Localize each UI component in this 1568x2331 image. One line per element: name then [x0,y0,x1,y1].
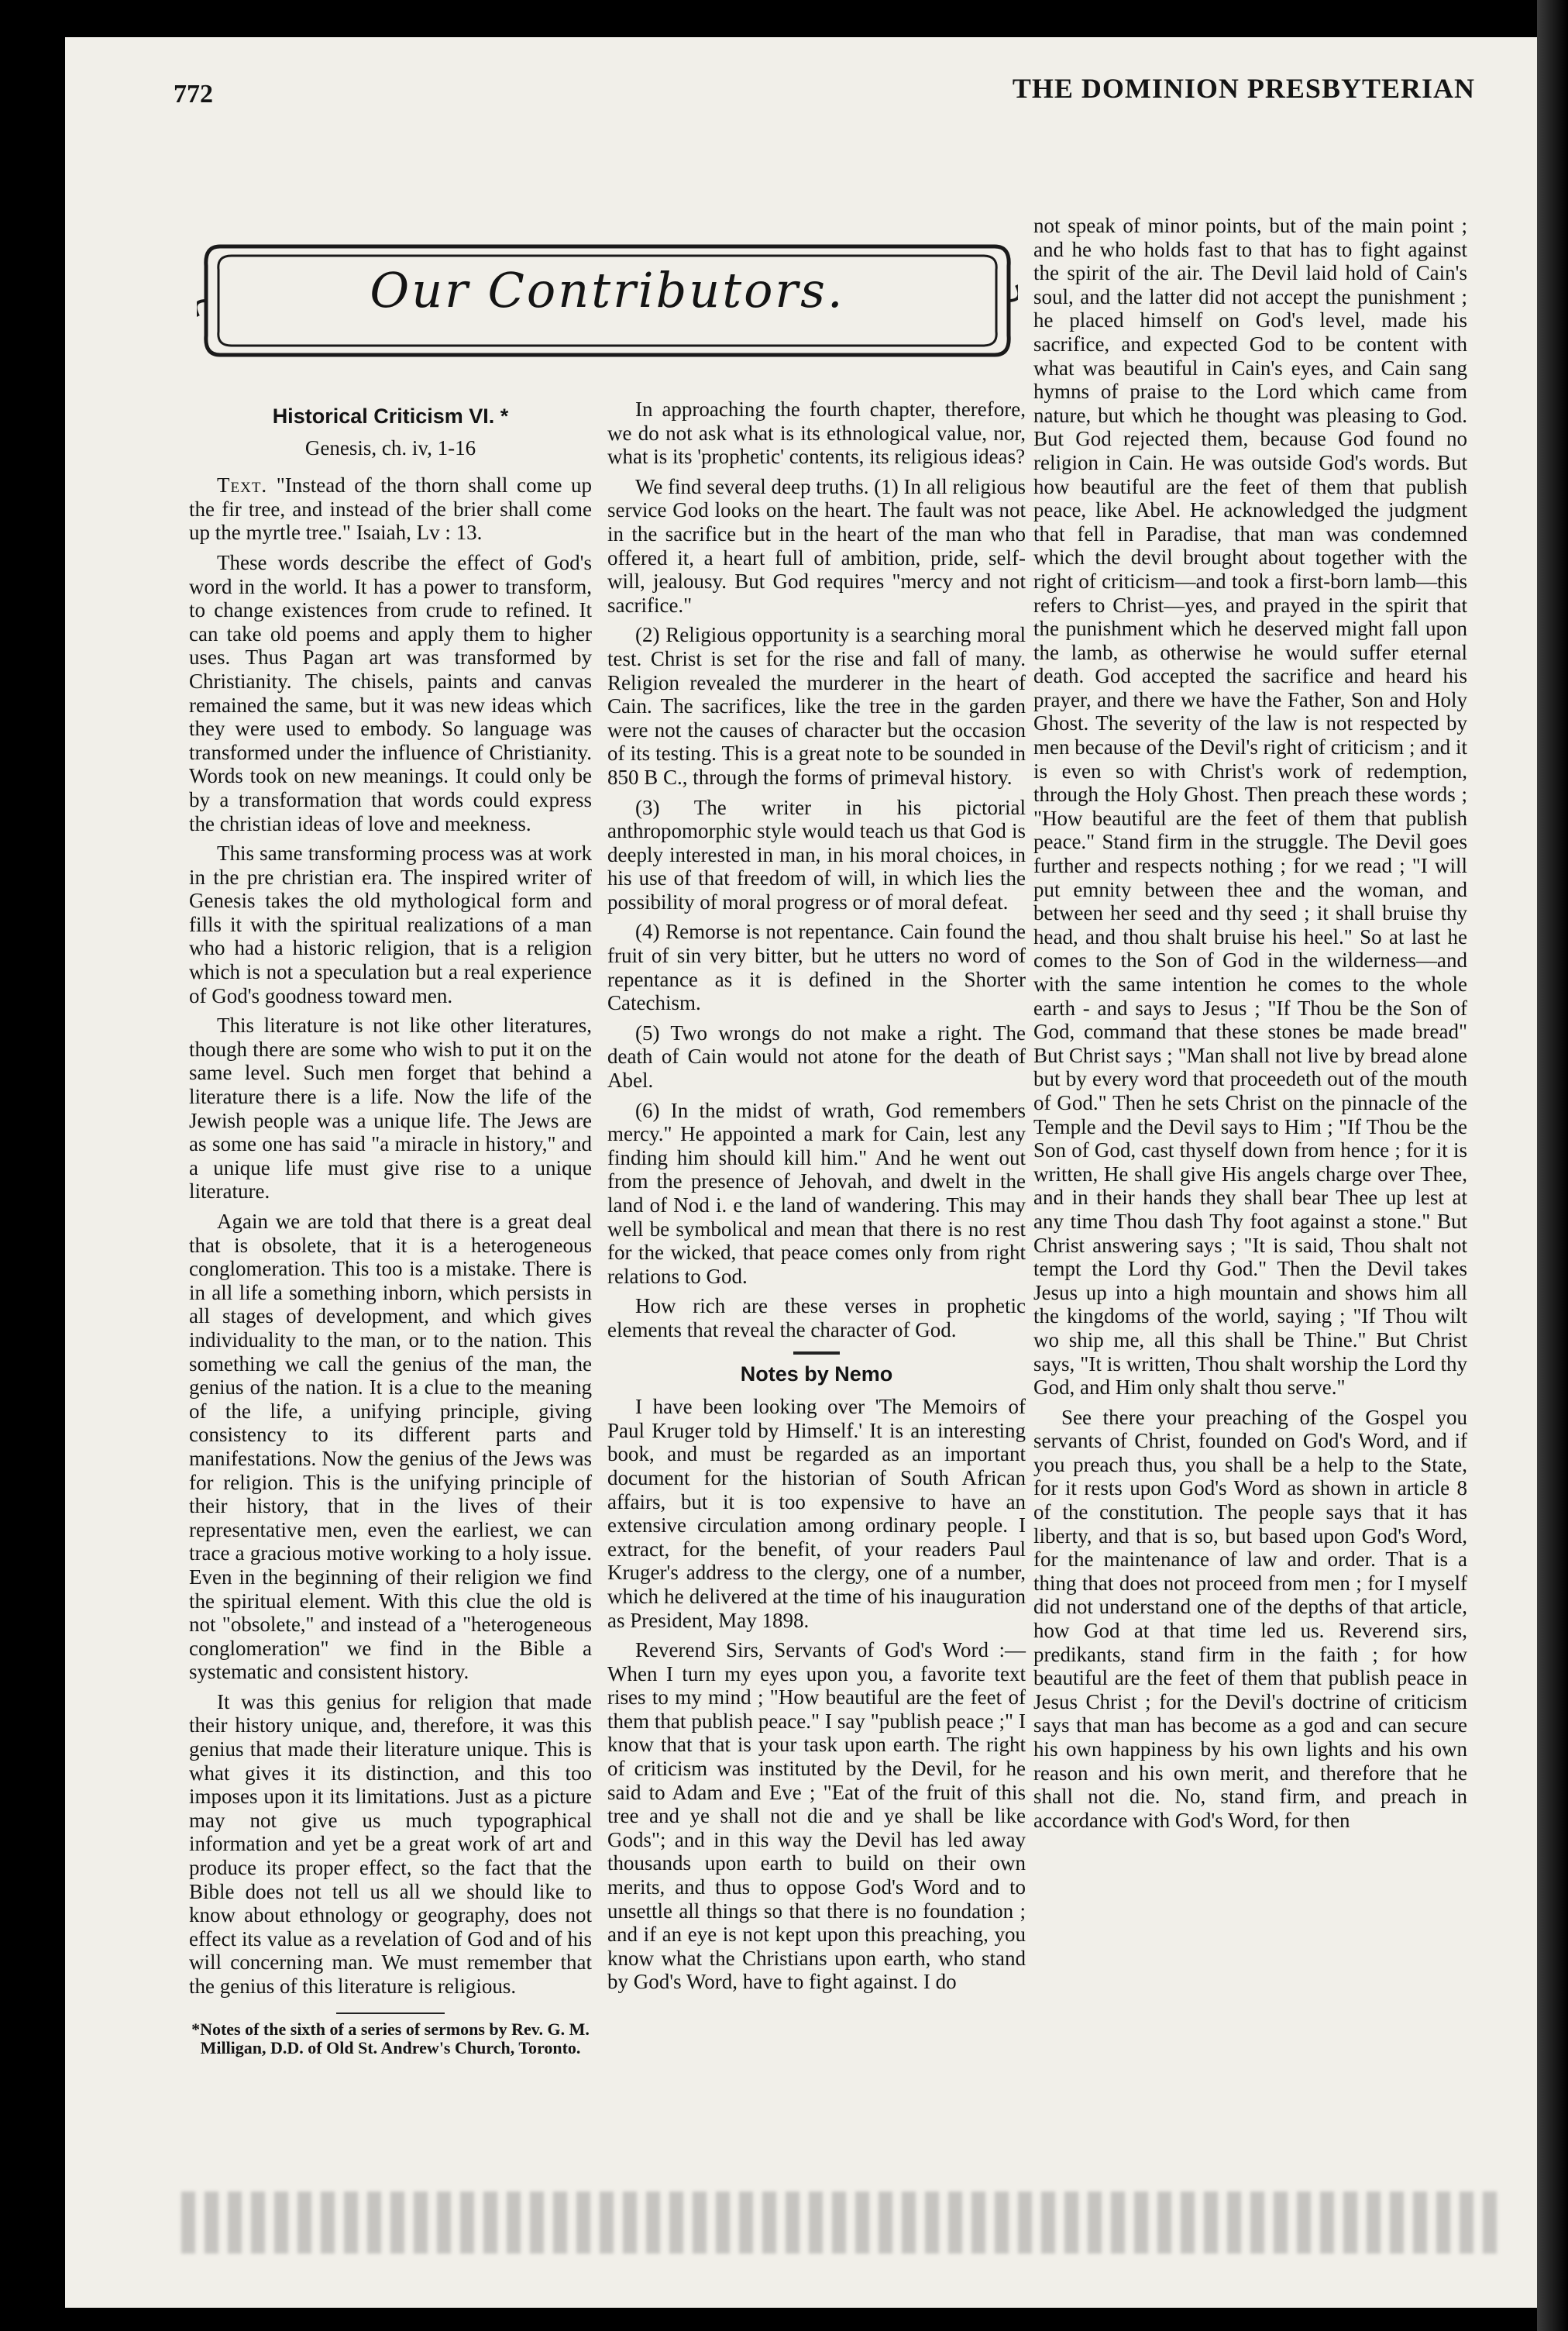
article-paragraph: We find several deep truths. (1) In all religious service God looks on the heart. The fault was not in the sacrifice but in the heart of the man who offered it, a heart full of ambition, pride, self-will, jealousy. But God requires "mercy and not sacrifice." [607,474,1026,617]
banner-title: Our Contributors. [370,262,845,318]
article-paragraph: (4) Remorse is not repentance. Cain found the fruit of sin very bitter, but he utters no word of repentance as it is defined in the Shorter Catechism. [607,920,1026,1015]
notes-title: Notes by Nemo [740,1362,893,1386]
footnote-rule [336,2013,445,2014]
scan-margin-right [1537,0,1568,2331]
notes-paragraph: See there your preaching of the Gospel you servants of Christ, founded on God's Word, and if you preach thus, you shall be a help to the State, for it rests upon God's Word as shown in article 8 of the constitution. The people says that it has liberty, and that is so, but based upon God's Word, for the maintenance of law and order. That is a thing that does not proceed from men ; for I myself did not understand one of the depths of that article, how God at that time led us. Reverend sirs, predikants, stand firm in the faith ; for how beautiful are the feet of them that publish peace in Jesus Christ ; for the Devil's doctrine of criticism says that man has become as a god and can secure his own happiness by his own lights and his own reason and his own merit, and therefore that he shall not die. No, stand firm, and preach in accordance with God's Word, for then [1033,1405,1467,1832]
column-3 [1033,214,1467,1838]
article-text-epigraph [189,473,592,545]
article-paragraph: (2) Religious opportunity is a searching moral test. Christ is set for the rise and fall of many. Religion revealed the murderer in the heart of Cain. The sacrifices, like the tree in the garden were not the causes of character but the occasion of its testing. This is a great note to be sounded in 850 B C., through the forms of primeval history. [607,623,1026,789]
article-paragraph: How rich are these verses in prophetic elements that reveal the character of God. [607,1294,1026,1341]
article-paragraph: It was this genius for religion that made their history unique, and, therefore, it was this genius that made their literature unique. This is what gives it its distinction, and this too imposes upon it its limitations. Just as a picture may not give us much typographical information and yet be a great work of art and produce its proper effect, so the fact that the Bible does not tell us all we should like to know about ethnology or geography, does not effect its value as a revelation of God and of his will concerning man. We must remember that the genius of this literature is religious. [189,1689,592,1998]
show-through-text [181,2192,1498,2254]
article-paragraph: This literature is not like other literatures, though there are some who wish to put it on the same level. Such men forget that behind a literature there is a life. Now the life of the Jewish people was a unique life. The Jews are as some one has said "a miracle in history," and a unique life must give rise to a unique literature. [189,1014,592,1203]
section-banner [197,231,1018,370]
article-paragraph: These words describe the effect of God's word in the world. It has a power to transform, to change existences from crude to refined. It can take old poems and apply them to higher uses. Thus Pagan art was transformed by Christianity. The chisels, paints and canvas remained the same, but it was new ideas which they were used to embody. So language was transformed under the influence of Christianity. Words took on new meanings. It could only be by a transformation that words could express the christian ideas of love and meekness. [189,550,592,835]
newspaper-page [65,37,1537,2308]
column-2 [607,398,1026,2000]
section-divider [793,1351,840,1355]
article-footnote: *Notes of the sixth of a series of sermons by Rev. G. M. Milligan, D.D. of Old St. Andrew's Church, Toronto. [191,2019,590,2057]
article-reference: Genesis, ch. iv, 1-16 [304,436,476,460]
scan-margin-left [0,0,65,2331]
text-quote: "Instead of the thorn shall come up the fir tree, and instead of the brier shall come up the myrtle tree." Isaiah, Lv : 13. [189,473,593,545]
notes-paragraph: Reverend Sirs, Servants of God's Word :— When I turn my eyes upon you, a favorite text rises to my mind ; "How beautiful are the feet of them that publish peace." I say "publish peace ;" I know that that is your task upon earth. The right of criticism was instituted by the Devil, for he said to Adam and Eve ; "Eat of the fruit of this tree and ye shall not die and ye shall be like Gods"; and in this way the Devil has led away thousands upon earth to build on their own merits, and thus to oppose God's Word and to unsettle all things so that there is no foundation ; and if an eye is not kept upon this preaching, you know what the Christians upon earth, who stand by God's Word, have to fight against. I do [607,1638,1026,1994]
article-paragraph: This same transforming process was at work in the pre christian era. The inspired writer of Genesis takes the old mythological form and fills it with the spiritual realizations of a man who had a historic religion, that is a religion which is not a speculation but a real experience of God's goodness toward men. [189,842,592,1007]
column-1 [189,401,592,2057]
page-number: 772 [174,80,213,108]
article-paragraph: (5) Two wrongs do not make a right. The death of Cain would not atone for the death of Abel. [607,1021,1026,1093]
article-paragraph: Again we are told that there is a great deal that is obsolete, that it is a heterogeneous conglomeration. This too is a mistake. There is in all life a something inborn, which persists in all stages of development, and which gives individuality to the man, or to the nation. This something we call the genius of the man, the genius of the nation. It is a clue to the meaning of the life, a unifying principle, giving consistency to its different parts and manifestations. Now the genius of the Jews was for religion. This is the unifying principle of their history, that in the lives of their representative men, even the earliest, we can trace a gracious motive working to a holy issue. Even in the beginning of their religion we find the spiritual element. With this clue the old is not "obsolete," and instead of a "heterogeneous conglomeration" we find in the Bible a systematic and consistent history. [189,1210,592,1684]
text-label: Text. [217,473,268,498]
notes-paragraph: I have been looking over 'The Memoirs of Paul Kruger told by Himself.' It is an interesting book, and must be regarded as an important document for the historian of South African affairs, but it is too expensive to have an extensive circulation among ordinary people. I extract, for the benefit, of your readers Paul Kruger's address to the clergy, one of a number, which he delivered at the time of his inauguration as President, May 1898. [607,1395,1026,1632]
journal-title: THE DOMINION PRESBYTERIAN [1012,73,1475,104]
article-paragraph: (3) The writer in his pictorial anthropomorphic style would teach us that God is deeply interested in man, in his moral choices, in his use of that freedom of will, in which lies the possibility of moral progress or of moral defeat. [607,795,1026,914]
notes-paragraph: not speak of minor points, but of the main point ; and he who holds fast to that has to fight against the spirit of the air. The Devil laid hold of Cain's soul, and the latter did not accept the punishment ; he placed himself on God's level, made his sacrifice, and expected God to be content with what was beautiful in Cain's eyes, and Cain sang hymns of praise to the Lord which came from nature, but which he thought was pleasing to God. But God rejected them, because God found no religion in Cain. He was outside God's words. But how beautiful are the feet of them that publish peace, like Abel. He acknowledged the judgment that fell in Paradise, that man was condemned which the devil brought about together with the right of criticism—and took a first-born lamb—this refers to Christ—yes, and prayed in the spirit that the punishment which he deserved might fall upon the lamb, as otherwise he would suffer eternal death. God accepted the sacrifice and heard his prayer, and there we have the Father, Son and Holy Ghost. The severity of the law is not respected by men because of the Devil's right of criticism ; and it is even so with Christ's work of redemption, through the Holy Ghost. Then preach these words ; "How beautiful are the feet of them that publish peace." Stand firm in the struggle. The Devil goes further and respects nothing ; for we read ; "I will put emnity between thee and the woman, and between her seed and thy seed ; it shall bruise thy head, and thou shalt bruise his heel." So at last he comes to the Son of God in the wilderness—and with the same intention he comes to the whole earth - and says to Jesus ; "If Thou be the Son of God, command that these stones be made bread" But Christ says ; "Man shall not live by bread alone but by every word that proceedeth out of the mouth of God." Then he sets Christ on the pinnacle of the Temple and the Devil says to Him ; "If Thou be the Son of God, cast thyself down from hence ; for it is written, He shall give His angels charge over Thee, and in their hands they shall bear Thee up lest at any time Thou dash Thy foot against a stone." But Christ answering says ; "It is said, Thou shalt not tempt the Lord thy God." Then the Devil takes Jesus up into a high mountain and shows him all the kingdoms of the world, saying ; "If Thou wilt wo ship me, all this shall be Thine." But Christ says, "It is written, Thou shalt worship the Lord thy God, and Him only shalt thou serve." [1033,214,1467,1400]
article-title: Historical Criticism VI. * [272,405,509,428]
article-paragraph: In approaching the fourth chapter, therefore, we do not ask what is its ethnological value, nor, what is its 'prophetic' contents, its religious ideas? [607,398,1026,469]
article-paragraph: (6) In the midst of wrath, God remembers mercy." He appointed a mark for Cain, lest any finding him should kill him." And he went out from the presence of Jehovah, and dwelt in the land of Nod i. e the land of wandering. This may well be symbolical and mean that there is no rest for the wicked, that peace comes only from right relations to God. [607,1098,1026,1288]
